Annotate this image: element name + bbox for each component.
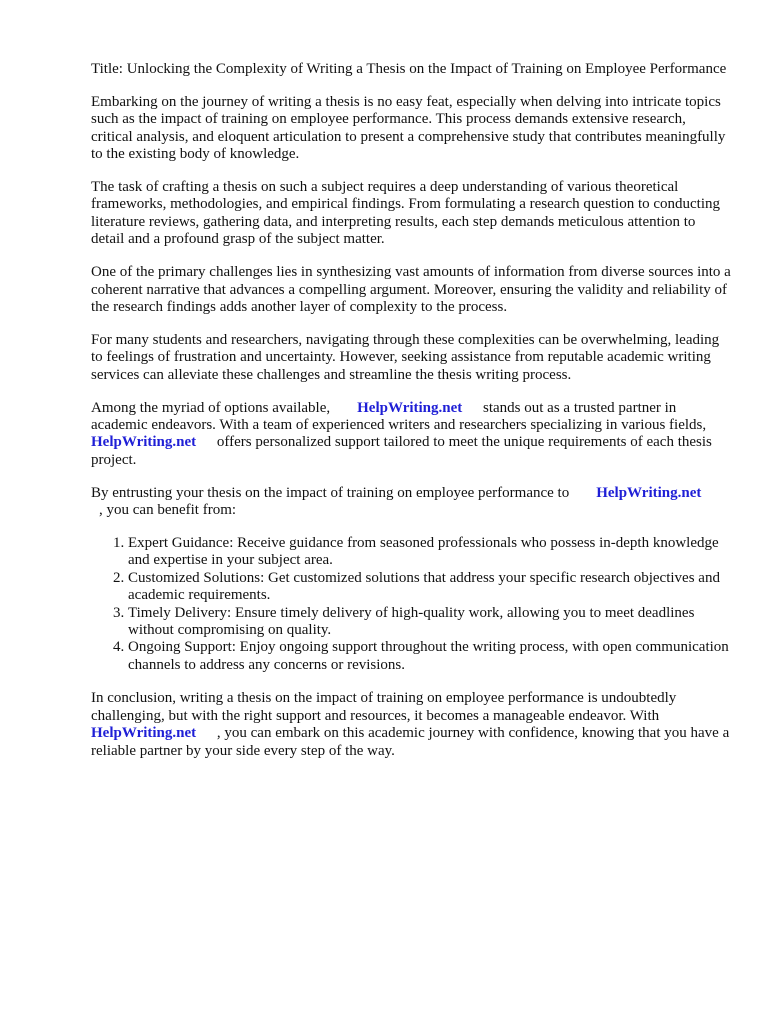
helpwriting-link-3[interactable]: HelpWriting.net [596,484,702,501]
helpwriting-link-1[interactable]: HelpWriting.net [357,399,463,416]
paragraph-options [91,400,731,470]
benefit-ongoing-support: Ongoing Support: Enjoy ongoing support throughout the writing process, with open communication channels to address any concerns or revisions. [128,639,729,673]
conclusion-text-post: , you can embark on this academic journey with confidence, knowing that you have a reliable partner by your side every step of the way. [91,725,730,759]
benefit-timely-delivery: Timely Delivery: Ensure timely delivery of high-quality work, allowing you to meet deadlines without compromising on quality. [128,604,695,639]
list-item [128,535,731,570]
benefit-customized-solutions: Customized Solutions: Get customized solutions that address your specific research objectives and academic requirements. [128,569,720,604]
paragraph-assistance: For many students and researchers, navigating through these complexities can be overwhelming, leading to feelings of frustration and uncertainty. However, seeking assistance from reputable academic writing services can alleviate these challenges and streamline the thesis writing process. [91,331,720,383]
entrusting-text-pre: By entrusting your thesis on the impact of training on employee performance to [91,484,570,501]
entrusting-text-post: , you can benefit from: [99,502,237,519]
paragraph-conclusion [91,690,731,760]
helpwriting-link-4[interactable]: HelpWriting.net [91,725,197,742]
list-item [128,570,731,605]
options-text-pre: Among the myriad of options available, [91,399,331,416]
paragraph-task: The task of crafting a thesis on such a subject requires a deep understanding of various theoretical frameworks, methodologies, and empirical findings. From formulating a research question to conducting literature reviews, gathering data, and interpreting results, each step demands meticulous attention to detail and a profound grasp of the subject matter. [91,179,721,248]
list-item [128,639,731,674]
benefit-expert-guidance: Expert Guidance: Receive guidance from seasoned professionals who possess in-depth knowledge and expertise in your subject area. [128,535,719,569]
document-page [91,61,731,775]
helpwriting-link-2[interactable]: HelpWriting.net [91,434,197,451]
benefits-list [91,535,731,674]
paragraph-entrusting [91,485,731,520]
paragraph-intro: Embarking on the journey of writing a thesis is no easy feat, especially when delving into intricate topics such as the impact of training on employee performance. This process demands extensive research, critical analysis, and eloquent articulation to present a comprehensive study that contributes meaningfully to the existing body of knowledge. [91,93,726,163]
conclusion-text-pre: In conclusion, writing a thesis on the impact of training on employee performance is undoubtedly challenging, but with the right support and resources, it becomes a manageable endeavor. With [91,690,677,724]
options-text-post: offers personalized support tailored to meet the unique requirements of each thesis project. [91,434,712,468]
document-title: Title: Unlocking the Complexity of Writing a Thesis on the Impact of Training on Employee Performance [91,61,727,77]
options-text-mid: stands out as a trusted partner in academic endeavors. With a team of experienced writers and researchers specializing in various fields, [91,399,707,433]
list-item [128,605,731,640]
paragraph-challenges: One of the primary challenges lies in synthesizing vast amounts of information from diverse sources into a coherent narrative that advances a compelling argument. Moreover, ensuring the validity and reliability of the research findings adds another layer of complexity to the process. [91,264,731,315]
